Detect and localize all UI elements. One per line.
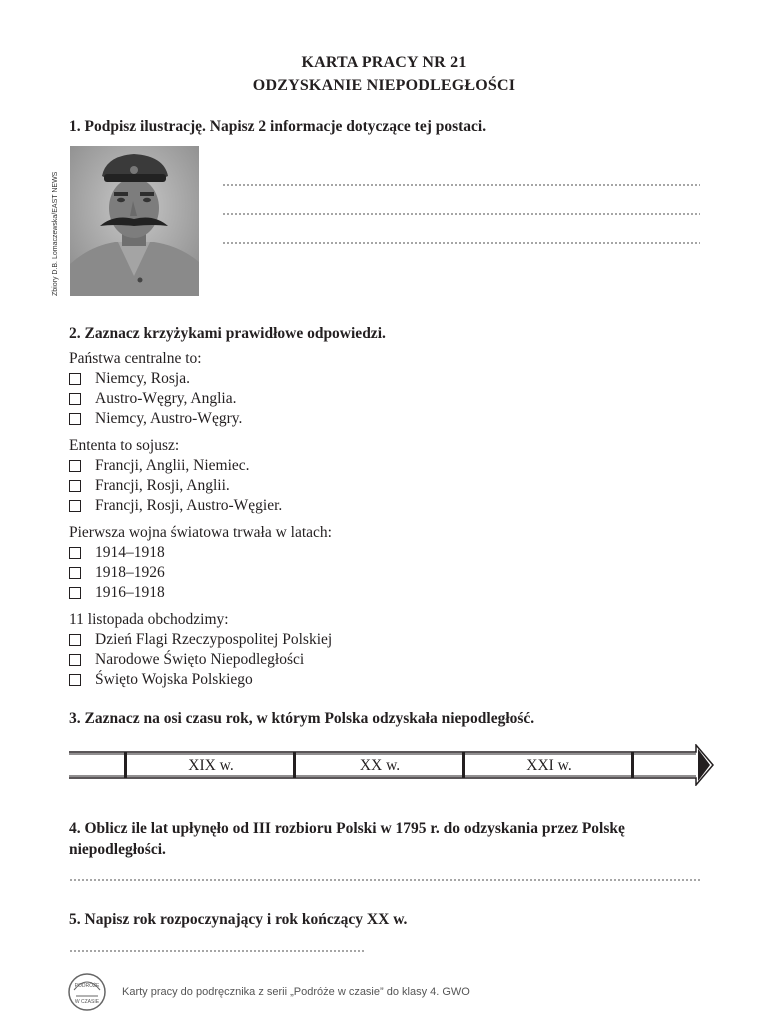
checkbox[interactable] [69,674,81,686]
answer-option[interactable] [69,410,242,428]
task4-heading-line2: niepodległości. [69,841,166,858]
checkbox[interactable] [69,587,81,599]
option-label: Niemcy, Austro-Węgry. [95,410,243,427]
publisher-logo [62,970,112,1014]
option-label: Francji, Rosji, Anglii. [95,477,230,494]
answer-option[interactable] [69,584,165,602]
checkbox[interactable] [69,393,81,405]
answer-line-5[interactable] [69,950,365,952]
task3-heading: 3. Zaznacz na osi czasu rok, w którym Polska odzyskała niepodległość. [69,710,535,727]
checkbox[interactable] [69,500,81,512]
footer-text: Karty pracy do podręcznika z serii „Podróże w czasie” do klasy 4. GWO [122,986,470,998]
answer-option[interactable] [69,564,165,582]
question-prompt: 11 listopada obchodzimy: [69,611,229,628]
answer-option[interactable] [69,370,190,388]
worksheet-subtitle: ODZYSKANIE NIEPODLEGŁOŚCI [252,77,516,94]
option-label: Święto Wojska Polskiego [95,671,253,688]
photo-credit: Zbiory D.B. Lomaczewska/EAST NEWS [52,171,59,296]
timeline-segment-label: XX w. [359,757,401,774]
task5-heading: 5. Napisz rok rozpoczynający i rok kończący XX w. [69,911,408,928]
checkbox[interactable] [69,654,81,666]
answer-line-4[interactable] [69,879,700,881]
option-label: Austro-Węgry, Anglia. [95,390,237,407]
answer-line-3[interactable] [222,242,700,244]
worksheet-title: KARTA PRACY NR 21 [301,54,467,71]
option-label: Narodowe Święto Niepodległości [95,651,305,668]
checkbox[interactable] [69,547,81,559]
checkbox[interactable] [69,567,81,579]
task2-heading: 2. Zaznacz krzyżykami prawidłowe odpowiedzi. [69,325,386,342]
option-label: Francji, Anglii, Niemiec. [95,457,250,474]
option-label: 1914–1918 [95,544,165,561]
checkbox[interactable] [69,634,81,646]
question-prompt: Ententa to sojusz: [69,437,180,454]
question-prompt: Państwa centralne to: [69,350,202,367]
answer-option[interactable] [69,651,304,669]
answer-option[interactable] [69,457,250,475]
answer-option[interactable] [69,390,236,408]
option-label: 1916–1918 [95,584,165,601]
option-label: Niemcy, Rosja. [95,370,190,387]
logo-text-top: PODRÓŻE [74,983,100,989]
option-label: 1918–1926 [95,564,165,581]
checkbox[interactable] [69,413,81,425]
answer-line-1[interactable] [222,184,700,186]
checkbox[interactable] [69,460,81,472]
answer-line-2[interactable] [222,213,700,215]
answer-option[interactable] [69,631,332,649]
checkbox[interactable] [69,480,81,492]
portrait-photo [70,146,199,296]
question-prompt: Pierwsza wojna światowa trwała w latach: [69,524,332,541]
task1-heading: 1. Podpisz ilustrację. Napisz 2 informacje dotyczące tej postaci. [69,118,487,135]
checkbox[interactable] [69,373,81,385]
answer-option[interactable] [69,497,282,515]
answer-option[interactable] [69,544,165,562]
logo-text-bottom: W CZASIE [74,999,100,1005]
task4-heading-line1: 4. Oblicz ile lat upłynęło od III rozbioru Polski w 1795 r. do odzyskania przez Polskę [69,820,625,837]
option-label: Francji, Rosji, Austro-Węgier. [95,497,283,514]
answer-option[interactable] [69,671,253,689]
timeline-segment-label: XIX w. [188,757,234,774]
option-label: Dzień Flagi Rzeczypospolitej Polskiej [95,631,333,648]
timeline-segment-label: XXI w. [526,757,572,774]
answer-option[interactable] [69,477,230,495]
